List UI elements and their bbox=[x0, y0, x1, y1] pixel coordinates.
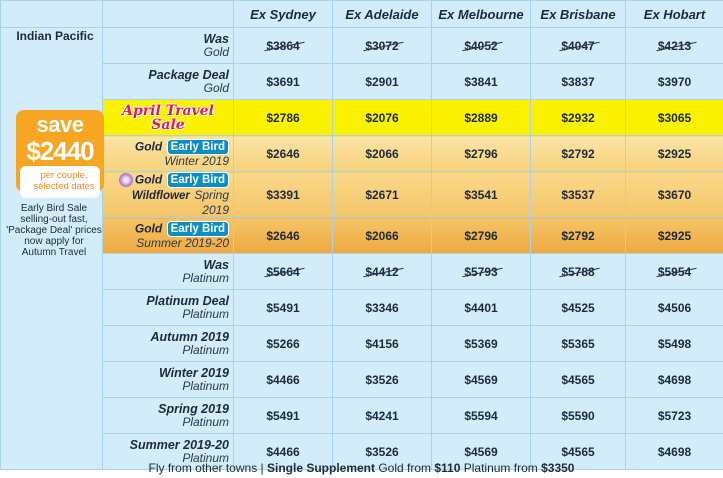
save-word: save bbox=[36, 112, 84, 137]
table-row-early-bird bbox=[1, 136, 723, 172]
price-cell: $2889 bbox=[432, 100, 531, 136]
row-label-sub: Gold bbox=[203, 80, 229, 95]
price-cell: $5498 bbox=[626, 326, 723, 362]
row-label bbox=[103, 136, 234, 172]
price-cell: $2066 bbox=[333, 136, 432, 172]
price-cell: $2796 bbox=[432, 136, 531, 172]
early-bird-badge: Early Bird bbox=[167, 172, 229, 188]
row-label-main: Winter 2019 bbox=[158, 365, 229, 380]
row-label bbox=[103, 326, 234, 362]
price-cell: $3691 bbox=[234, 64, 333, 100]
price-cell bbox=[626, 254, 723, 290]
row-label-sub: Platinum bbox=[182, 414, 229, 429]
footer-fly-link[interactable]: Fly from other towns | bbox=[148, 461, 267, 475]
was-price: $4052 bbox=[464, 38, 498, 53]
was-price: $4213 bbox=[657, 38, 692, 53]
price-cell: $2646 bbox=[234, 218, 333, 254]
footer-note bbox=[0, 461, 723, 475]
price-cell bbox=[432, 254, 531, 290]
footer-supplement-label: Single Supplement bbox=[266, 461, 375, 475]
row-label bbox=[103, 398, 234, 434]
was-price: $4047 bbox=[561, 38, 595, 53]
price-cell bbox=[531, 254, 626, 290]
price-cell: $3670 bbox=[626, 172, 723, 218]
early-bird-badge: Early Bird bbox=[167, 221, 229, 237]
price-cell: $5491 bbox=[234, 290, 333, 326]
price-cell: $4401 bbox=[432, 290, 531, 326]
price-cell: $5590 bbox=[531, 398, 626, 434]
price-cell: $3541 bbox=[432, 172, 531, 218]
footer-gold-text: Gold from bbox=[375, 461, 435, 475]
footer-platinum-price: $3350 bbox=[541, 461, 575, 475]
price-cell bbox=[626, 28, 723, 64]
save-sub-line-1: per couple, bbox=[40, 170, 88, 181]
train-name: Indian Pacific bbox=[16, 29, 94, 43]
price-cell: $5594 bbox=[432, 398, 531, 434]
col-header-adelaide: Ex Adelaide bbox=[333, 1, 432, 28]
row-label-main: Platinum Deal bbox=[146, 293, 229, 308]
col-header-hobart: Ex Hobart bbox=[626, 1, 723, 28]
price-cell: $4569 bbox=[432, 362, 531, 398]
row-label bbox=[103, 28, 234, 64]
gold-label: Gold bbox=[134, 172, 163, 187]
price-cell: $3065 bbox=[626, 100, 723, 136]
row-label bbox=[103, 100, 234, 136]
price-cell: $4241 bbox=[333, 398, 432, 434]
price-cell: $5369 bbox=[432, 326, 531, 362]
corner-cell bbox=[1, 1, 103, 28]
price-cell: $2796 bbox=[432, 218, 531, 254]
wildflower-label: Wildflower bbox=[131, 190, 190, 202]
save-amount: $2440 bbox=[26, 136, 94, 166]
price-cell: $2076 bbox=[333, 100, 432, 136]
price-cell: $4565 bbox=[531, 434, 626, 470]
price-cell: $2792 bbox=[531, 136, 626, 172]
price-cell bbox=[234, 254, 333, 290]
price-cell: $4698 bbox=[626, 362, 723, 398]
row-label-sub: Summer 2019-20 bbox=[136, 236, 229, 250]
price-cell: $5723 bbox=[626, 398, 723, 434]
price-cell: $4466 bbox=[234, 434, 333, 470]
price-cell: $2786 bbox=[234, 100, 333, 136]
header-row bbox=[1, 1, 723, 28]
save-badge bbox=[16, 110, 104, 192]
row-label-sub: Platinum bbox=[182, 270, 229, 285]
price-cell: $5491 bbox=[234, 398, 333, 434]
price-cell: $2671 bbox=[333, 172, 432, 218]
save-sub-line-2: selected dates bbox=[33, 181, 95, 192]
row-label bbox=[103, 64, 234, 100]
col-header-brisbane: Ex Brisbane bbox=[531, 1, 626, 28]
price-cell: $3391 bbox=[234, 172, 333, 218]
table-row bbox=[1, 398, 723, 434]
price-cell: $2066 bbox=[333, 218, 432, 254]
table-row bbox=[1, 64, 723, 100]
price-cell: $5365 bbox=[531, 326, 626, 362]
price-cell: $3841 bbox=[432, 64, 531, 100]
col-header-sydney: Ex Sydney bbox=[234, 1, 333, 28]
was-price: $5664 bbox=[266, 264, 300, 279]
row-label-main: Summer 2019-20 bbox=[129, 437, 229, 452]
flower-icon bbox=[119, 173, 133, 187]
price-cell: $3346 bbox=[333, 290, 432, 326]
sale-title: April Travel Sale bbox=[122, 102, 214, 133]
was-price: $3864 bbox=[266, 38, 300, 53]
table-row bbox=[1, 254, 723, 290]
price-cell: $2646 bbox=[234, 136, 333, 172]
price-cell: $4698 bbox=[626, 434, 723, 470]
table-row bbox=[1, 326, 723, 362]
row-label-sub: Winter 2019 bbox=[164, 154, 229, 168]
table-row-sale bbox=[1, 100, 723, 136]
price-cell: $3970 bbox=[626, 64, 723, 100]
early-bird-note: Early Bird Sale selling-out fast, 'Package Deal' prices now apply for Autumn Travel bbox=[6, 203, 102, 258]
price-cell: $3837 bbox=[531, 64, 626, 100]
row-label bbox=[103, 218, 234, 254]
row-label-sub: Platinum bbox=[182, 306, 229, 321]
was-price: $3072 bbox=[365, 38, 399, 53]
row-label-main: Autumn 2019 bbox=[150, 329, 229, 344]
price-cell bbox=[333, 254, 432, 290]
price-cell: $4506 bbox=[626, 290, 723, 326]
row-label-sub: Spring 2019 bbox=[194, 188, 229, 217]
row-label-main: Spring 2019 bbox=[158, 401, 229, 416]
row-label-sub: Platinum bbox=[182, 378, 229, 393]
price-cell: $5266 bbox=[234, 326, 333, 362]
row-label-main: Was bbox=[203, 31, 229, 46]
table-row-early-bird bbox=[1, 172, 723, 218]
price-cell bbox=[234, 28, 333, 64]
gold-label: Gold bbox=[134, 139, 163, 154]
price-cell: $3526 bbox=[333, 362, 432, 398]
price-cell: $4565 bbox=[531, 362, 626, 398]
row-label bbox=[103, 290, 234, 326]
footer-platinum-text: Platinum from bbox=[460, 461, 542, 475]
price-cell: $4569 bbox=[432, 434, 531, 470]
table-row bbox=[1, 290, 723, 326]
label-header bbox=[103, 1, 234, 28]
row-label-main: Package Deal bbox=[148, 67, 229, 82]
was-price: $4412 bbox=[365, 264, 399, 279]
col-header-melbourne: Ex Melbourne bbox=[432, 1, 531, 28]
was-price: $5793 bbox=[464, 264, 498, 279]
price-cell: $2901 bbox=[333, 64, 432, 100]
gold-label: Gold bbox=[134, 221, 163, 236]
row-label-sub: Platinum bbox=[182, 342, 229, 357]
table-row-early-bird bbox=[1, 218, 723, 254]
price-cell bbox=[432, 28, 531, 64]
save-badge-footer bbox=[20, 166, 100, 198]
row-label-main: Was bbox=[203, 257, 229, 272]
price-cell: $4466 bbox=[234, 362, 333, 398]
price-cell: $4156 bbox=[333, 326, 432, 362]
row-label-sub: Gold bbox=[203, 44, 229, 59]
price-cell: $3526 bbox=[333, 434, 432, 470]
row-label bbox=[103, 254, 234, 290]
price-cell: $2925 bbox=[626, 136, 723, 172]
table-row bbox=[1, 362, 723, 398]
price-cell: $2925 bbox=[626, 218, 723, 254]
early-bird-badge: Early Bird bbox=[167, 139, 229, 155]
was-price: $5954 bbox=[657, 264, 692, 279]
price-cell: $4525 bbox=[531, 290, 626, 326]
was-price: $5788 bbox=[561, 264, 595, 279]
table-row bbox=[1, 28, 723, 64]
row-label-sub: Platinum bbox=[182, 450, 229, 465]
row-label bbox=[103, 362, 234, 398]
row-label bbox=[103, 172, 234, 218]
price-cell bbox=[333, 28, 432, 64]
price-cell: $2932 bbox=[531, 100, 626, 136]
price-cell: $3537 bbox=[531, 172, 626, 218]
price-cell: $2792 bbox=[531, 218, 626, 254]
footer-gold-price: $110 bbox=[434, 461, 461, 475]
price-cell bbox=[531, 28, 626, 64]
